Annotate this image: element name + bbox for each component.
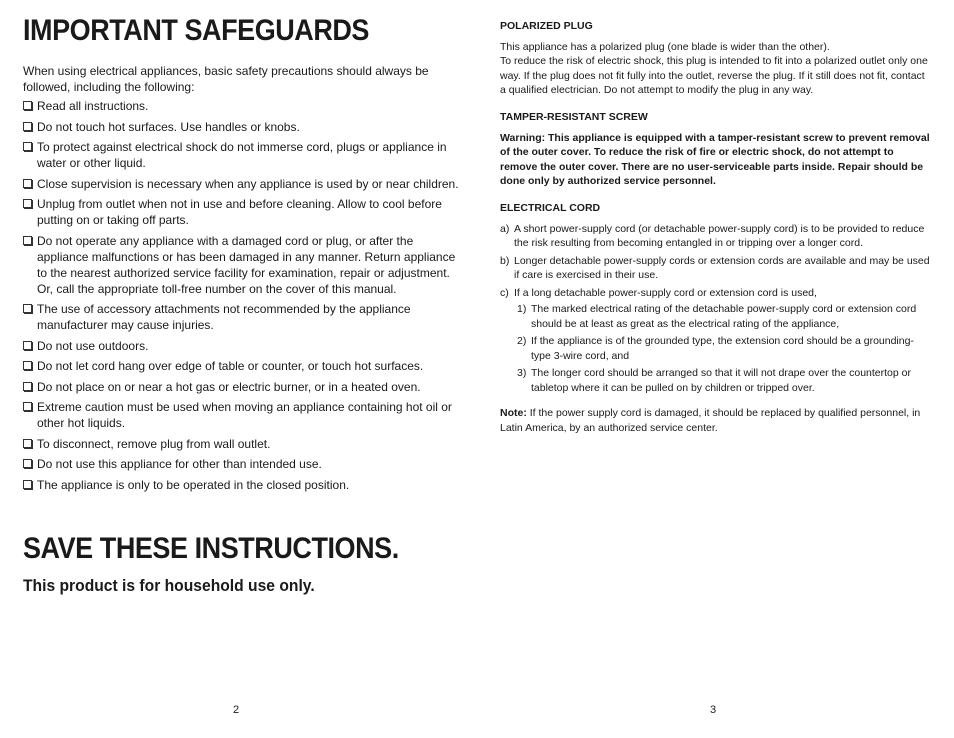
- checkbox-icon: [23, 101, 32, 110]
- checkbox-icon: [23, 402, 32, 411]
- checkbox-icon: [23, 122, 32, 131]
- list-item: The use of accessory attachments not recommended by the appliance manufacturer may cause injuries.: [23, 301, 463, 333]
- note-section: [500, 406, 932, 435]
- note-paragraph: Note: If the power supply cord is damaged, it should be replaced by qualified personnel, in Latin America, by an authorized service center.: [500, 407, 921, 434]
- checkbox-icon: [23, 341, 32, 350]
- list-item: 2) If the appliance is of the grounded type, the extension cord should be a grounding-type 3-wire cord, and: [517, 335, 914, 362]
- list-item: Do not use outdoors.: [23, 338, 463, 354]
- list-item: Close supervision is necessary when any appliance is used by or near children.: [23, 176, 463, 192]
- list-item: b) Longer detachable power-supply cords or extension cords are available and may be used if care is exercised in their use.: [500, 254, 930, 281]
- list-item: Do not use this appliance for other than intended use.: [23, 456, 463, 472]
- list-item: 1) The marked electrical rating of the detachable power-supply cord or extension cord should be at least as great as the electrical rating of the appliance,: [517, 303, 917, 330]
- page-number: 2: [233, 704, 240, 716]
- list-item: 3) The longer cord should be arranged so that it will not drape over the countertop or tabletop where it can be pulled on by children or tripped over.: [517, 367, 911, 394]
- right-page: [477, 0, 954, 738]
- checkbox-icon: [23, 480, 32, 489]
- list-item: Do not let cord hang over edge of table or counter, or touch hot surfaces.: [23, 358, 463, 374]
- checkbox-icon: [23, 304, 32, 313]
- checkbox-icon: [23, 382, 32, 391]
- checkbox-icon: [23, 459, 32, 468]
- paragraph: This appliance has a polarized plug (one blade is wider than the other).: [500, 40, 830, 53]
- list-item: Extreme caution must be used when moving an appliance containing hot oil or other hot liquids.: [23, 399, 463, 431]
- checkbox-icon: [23, 199, 32, 208]
- list-item: Unplug from outlet when not in use and before cleaning. Allow to cool before putting on or taking off parts.: [23, 196, 463, 228]
- checkbox-icon: [23, 179, 32, 188]
- polarized-plug-section: [500, 19, 932, 98]
- section-heading: ELECTRICAL CORD: [500, 202, 601, 214]
- list-item: To protect against electrical shock do not immerse cord, plugs or appliance in water or other liquid.: [23, 139, 463, 171]
- household-use-note: This product is for household use only.: [23, 576, 315, 595]
- list-item: c) If a long detachable power-supply cord or extension cord is used, 1) The marked electrical rating of the detachable power-supply cord or extension cord should be at least as great as the electrical rating of the appliance, 2) If the appliance is of the grounded type, the extension cord should be a grounding-type 3-wire cord, and 3) The longer cord should be arranged so that it will not drape over the countertop or tabletop where it can be pulled on by children or tripped over.: [500, 286, 932, 396]
- page-number: 3: [710, 704, 717, 716]
- warning-paragraph: Warning: This appliance is equipped with a tamper-resistant screw to prevent removal of the outer cover. To reduce the risk of fire or electric shock, do not attempt to remove the outer cover. There are no user-serviceable parts inside. Repair should be done only by authorized service personnel.: [500, 131, 930, 187]
- section-heading: POLARIZED PLUG: [500, 20, 593, 32]
- safeguards-list: [23, 98, 463, 497]
- cord-sublist: [500, 302, 932, 395]
- tamper-resistant-screw-section: [500, 110, 932, 189]
- electrical-cord-section: [500, 201, 932, 398]
- list-item: Do not place on or near a hot gas or electric burner, or in a heated oven.: [23, 379, 463, 395]
- list-item: Do not operate any appliance with a damaged cord or plug, or after the appliance malfunctions or has been damaged in any manner. Return appliance to the nearest authorized service facility for examination, repair or adjustment. Or, call the appropriate toll-free number on the cover of this manual.: [23, 233, 463, 297]
- intro-text: When using electrical appliances, basic safety precautions should always be followed, including the following:: [23, 64, 429, 94]
- paragraph: To reduce the risk of electric shock, this plug is intended to fit into a polarized outlet only one way. If the plug does not fit fully into the outlet, reverse the plug. If it still does not fit, contact a qualified electrician. Do not attempt to modify the plug in any way.: [500, 55, 928, 96]
- list-item: The appliance is only to be operated in the closed position.: [23, 477, 463, 493]
- list-item: Do not touch hot surfaces. Use handles or knobs.: [23, 119, 463, 135]
- list-item: To disconnect, remove plug from wall outlet.: [23, 436, 463, 452]
- save-instructions-title: SAVE THESE INSTRUCTIONS.: [23, 532, 399, 565]
- checkbox-icon: [23, 142, 32, 151]
- section-heading: TAMPER-RESISTANT SCREW: [500, 111, 648, 123]
- list-item: a) A short power-supply cord (or detachable power-supply cord) is to be provided to reduce the risk resulting from becoming entangled in or tripping over a longer cord.: [500, 222, 925, 249]
- list-item: Read all instructions.: [23, 98, 463, 114]
- cord-list: [500, 222, 932, 396]
- checkbox-icon: [23, 439, 32, 448]
- note-label: Note:: [500, 407, 527, 419]
- checkbox-icon: [23, 236, 32, 245]
- checkbox-icon: [23, 361, 32, 370]
- page-title: IMPORTANT SAFEGUARDS: [23, 14, 370, 47]
